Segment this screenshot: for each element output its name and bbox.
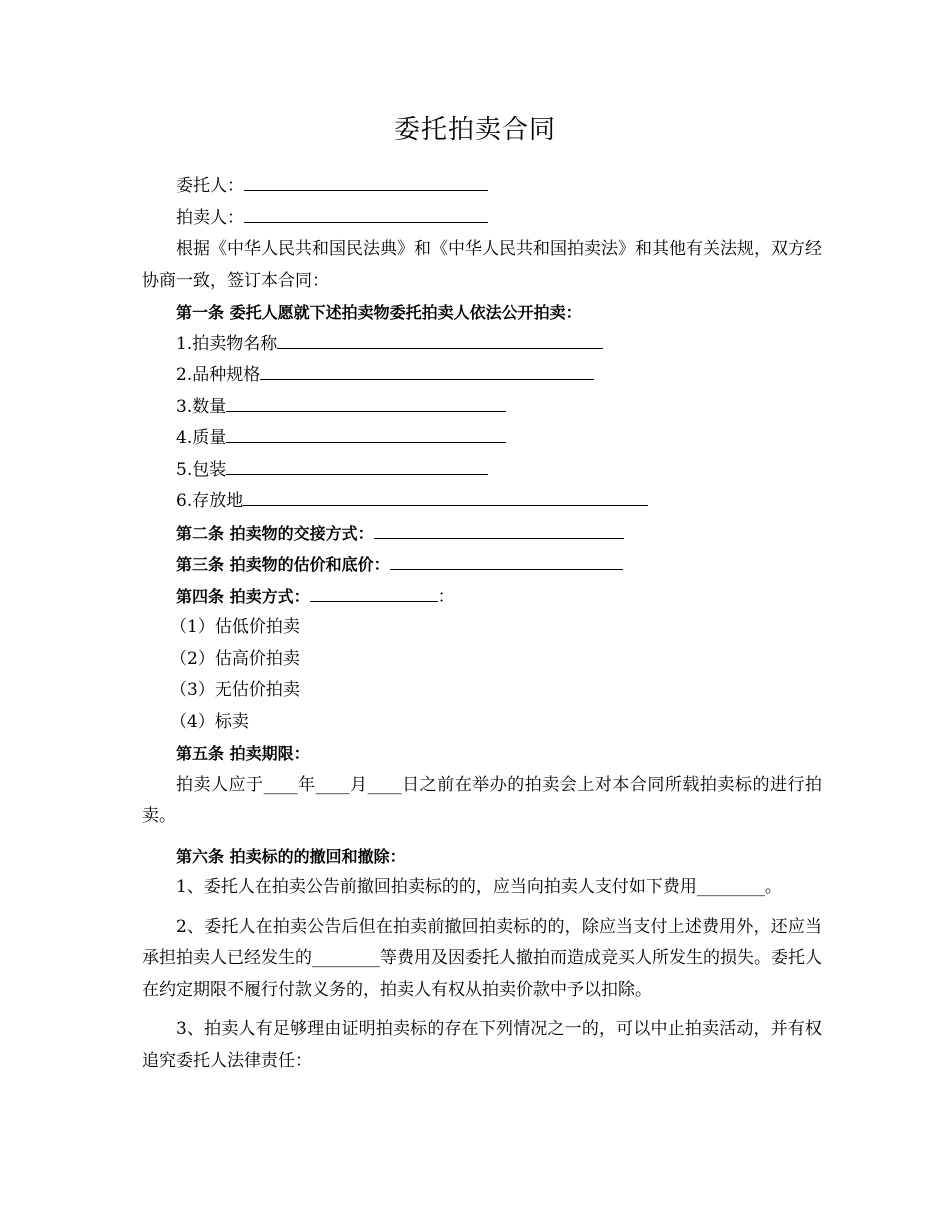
item-blank[interactable] [260, 361, 594, 380]
item-blank[interactable] [226, 456, 488, 475]
article-4-line [142, 581, 822, 613]
article-4-heading: 第四条 拍卖方式： [176, 586, 310, 606]
article-4-blank[interactable] [310, 583, 438, 602]
party-entrust-blank[interactable] [244, 172, 488, 191]
article-6-paragraph-1: 1、委托人在拍卖公告前撤回拍卖标的的，应当向拍卖人支付如下费用________。 [176, 877, 782, 897]
document-title: 委托拍卖合同 [393, 115, 556, 145]
document-body [142, 171, 822, 1077]
article-6-paragraph-2: 2、委托人在拍卖公告后但在拍卖前撤回拍卖标的的，除应当支付上述费用外，还应当承担拍卖人已经发生的________等费用及因委托人撤拍而造成竞买人所发生的损失。委托人在约定期限不履行付款义务的，拍卖人有权从拍卖价款中予以扣除。 [142, 916, 822, 1000]
article-6-paragraph-3: 3、拍卖人有足够理由证明拍卖标的存在下列情况之一的，可以中止拍卖活动，并有权追究委托人法律责任： [142, 1019, 822, 1071]
item-blank[interactable] [226, 393, 506, 412]
article-1-item [142, 455, 822, 487]
article-4-colon: ： [437, 586, 455, 607]
item-label: 6.存放地 [176, 491, 244, 511]
article-3-blank[interactable] [390, 551, 623, 570]
item-label: 4.质量 [176, 428, 227, 448]
auction-option: （1）估低价拍卖 [170, 617, 300, 637]
article-2-blank[interactable] [374, 520, 624, 539]
item-label: 5.包装 [176, 459, 227, 480]
item-label: 3.数量 [176, 396, 227, 417]
article-5-text: 拍卖人应于____年____月____日之前在举办的拍卖会上对本合同所载拍卖标的进行拍卖。 [142, 774, 822, 826]
article-1-item [142, 486, 822, 518]
article-2-line [142, 518, 822, 550]
article-1-item [142, 360, 822, 392]
party-auctioneer-line [142, 203, 822, 235]
article-3-line [142, 549, 822, 581]
party-auctioneer-blank[interactable] [244, 204, 488, 223]
item-blank[interactable] [243, 487, 648, 506]
article-1-heading: 第一条 委托人愿就下述拍卖物委托拍卖人依法公开拍卖： [176, 303, 582, 322]
article-6-heading: 第六条 拍卖标的的撤回和撤除： [176, 846, 406, 866]
article-3-heading: 第三条 拍卖物的估价和底价： [176, 555, 390, 574]
article-1-item [142, 423, 822, 455]
party-entrust-label: 委托人： [176, 176, 244, 196]
party-auctioneer-label: 拍卖人： [176, 207, 244, 228]
item-label: 1.拍卖物名称 [176, 333, 278, 354]
article-1-item [142, 392, 822, 424]
article-1-item [142, 329, 822, 361]
item-label: 2.品种规格 [176, 365, 261, 385]
auction-option: （2）估高价拍卖 [170, 648, 300, 669]
item-blank[interactable] [226, 424, 506, 443]
intro-paragraph: 根据《中华人民共和国民法典》和《中华人民共和国拍卖法》和其他有关法规，双方经协商一致，签订本合同： [142, 239, 822, 291]
item-blank[interactable] [277, 330, 603, 349]
auction-option: （3）无估价拍卖 [170, 680, 300, 700]
article-2-heading: 第二条 拍卖物的交接方式： [176, 523, 374, 543]
auction-option: （4）标卖 [170, 711, 249, 732]
party-entrust-line [142, 171, 822, 203]
article-5-heading: 第五条 拍卖期限： [176, 744, 310, 763]
